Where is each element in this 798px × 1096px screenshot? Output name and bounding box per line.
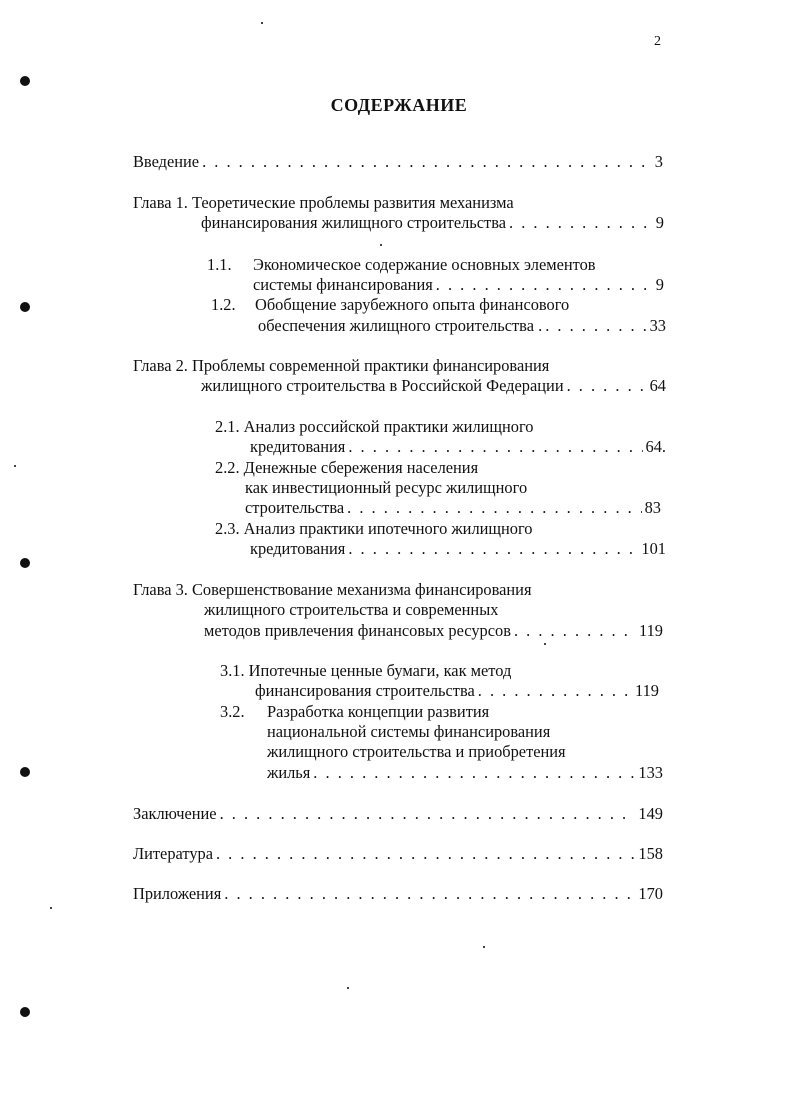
toc-entry-chapter-3 [204,621,663,641]
toc-entry-section-1-2 [258,316,666,336]
dot-leader [514,621,636,641]
entry-page: 9 [655,275,664,294]
entry-page: 149 [638,804,663,823]
entry-page: 101 [641,539,666,558]
section-number: 3.2. [220,702,245,721]
entry-title: Заключение [133,804,217,823]
scan-speck [50,907,52,909]
punch-hole [20,767,30,777]
scan-speck [347,987,349,989]
entry-title: Приложения [133,884,222,903]
toc-entry-section-2-3 [250,539,666,559]
section-number: 1.2. [211,295,236,314]
entry-title: Введение [133,152,200,171]
section-title-line: Разработка концепции развития [267,702,490,721]
toc-entry-conclusion [133,804,663,824]
scan-speck [261,22,263,24]
entry-title: финансирования жилищного строительства [201,213,506,232]
entry-title: Литература [133,844,213,863]
section-2-2-title: 2.2. Денежные сбережения населения [215,458,479,477]
entry-page: 83 [644,498,661,517]
section-2-1-title: 2.1. Анализ российской практики жилищного [215,417,534,436]
dot-leader [348,437,642,457]
entry-title: жилищного строительства в Российской Федерации [201,376,564,395]
section-3-1-title: 3.1. Ипотечные ценные бумаги, как метод [220,661,512,680]
toc-entry-chapter-2 [201,376,666,396]
dot-leader [216,844,635,864]
scan-speck [483,946,485,948]
toc-entry-section-2-2 [245,498,661,518]
toc-entry-intro [133,152,663,172]
entry-title: жилья [267,763,311,782]
dot-leader [478,681,632,701]
dot-leader [567,376,647,396]
section-3-2-title-line: жилищного строительства и приобретения [267,742,566,761]
entry-page: 3 [654,152,663,171]
section-title-line: Обобщение зарубежного опыта финансового [255,295,570,314]
chapter-1-title: Глава 1. Теоретические проблемы развития механизма [133,193,514,212]
dot-leader [436,275,653,295]
section-1-1-title [207,255,596,275]
dot-leader [347,498,641,518]
toc-entry-appendices [133,884,663,904]
section-2-2-title-line: как инвестиционный ресурс жилищного [245,478,528,497]
section-3-2-title [220,702,489,722]
entry-title: финансирования строительства [255,681,475,700]
punch-hole [20,1007,30,1017]
scan-speck [380,244,382,246]
toc-entry-chapter-1 [201,213,664,233]
section-1-2-title [211,295,569,315]
toc-entry-section-2-1 [250,437,666,457]
entry-page: 119 [635,681,659,700]
chapter-3-title: Глава 3. Совершенствование механизма финансирования [133,580,532,599]
toc-entry-literature [133,844,663,864]
entry-page: 119 [639,621,663,640]
entry-title: строительства [245,498,345,517]
chapter-3-title-line: жилищного строительства и современных [204,600,499,619]
punch-hole [20,558,30,568]
section-number: 1.1. [207,255,232,274]
entry-page: 33 [649,316,666,335]
page-number: 2 [654,34,661,49]
dot-leader [220,804,636,824]
entry-title: кредитования [250,437,346,456]
punch-hole [20,76,30,86]
dot-leader [509,213,653,233]
entry-title: системы финансирования [253,275,433,294]
scan-speck [544,643,546,645]
section-title-line: Экономическое содержание основных элементов [253,255,596,274]
toc-entry-section-3-2 [267,763,663,783]
chapter-2-title: Глава 2. Проблемы современной практики финансирования [133,356,550,375]
section-3-2-title-line: национальной системы финансирования [267,722,551,741]
dot-leader [545,316,646,336]
entry-page: 133 [638,763,663,782]
entry-page: 158 [638,844,663,863]
entry-page: 64. [645,437,666,456]
entry-page: 9 [655,213,664,232]
page-title: СОДЕРЖАНИЕ [330,95,468,115]
dot-leader [224,884,635,904]
entry-title: обеспечения жилищного строительства . [258,316,543,335]
entry-page: 170 [638,884,663,903]
scan-speck [14,465,16,467]
punch-hole [20,302,30,312]
dot-leader [202,152,652,172]
entry-page: 64 [649,376,666,395]
toc-entry-section-1-1 [253,275,664,295]
toc-entry-section-3-1 [255,681,659,701]
section-2-3-title: 2.3. Анализ практики ипотечного жилищного [215,519,533,538]
entry-title: кредитования [250,539,346,558]
dot-leader [348,539,638,559]
dot-leader [313,763,635,783]
entry-title: методов привлечения финансовых ресурсов [204,621,511,640]
